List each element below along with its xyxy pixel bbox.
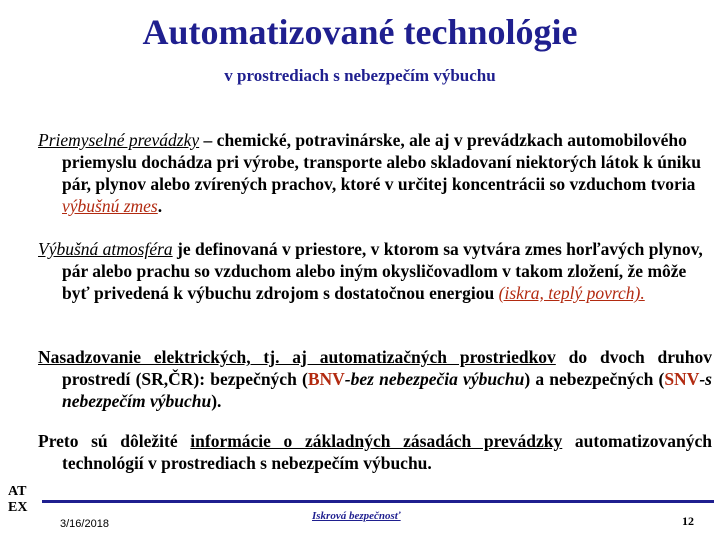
paragraph-text: do dvoch druhov prostredí (SR,ČR): bezpečných (	[62, 347, 712, 389]
paragraph-industrial-operations	[38, 129, 712, 217]
paragraph-deployment	[38, 346, 712, 412]
paragraph-explosive-atmosphere	[38, 238, 712, 304]
logo-line-1: AT	[8, 484, 27, 499]
atex-logo	[8, 484, 27, 516]
page-number: 12	[682, 514, 694, 528]
paragraph-text: ) a nebezpečných (	[524, 369, 665, 389]
paragraph-end: .	[157, 196, 163, 216]
footer-title: Iskrová bezpečnosť	[312, 510, 401, 522]
footer-date: 3/16/2018	[60, 518, 109, 530]
slide-title: Automatizované technológie	[142, 12, 578, 52]
abbr-bnv: BNV	[307, 369, 345, 389]
logo-line-2: EX	[8, 500, 28, 515]
paragraph-text: – chemické, potravinárske, ale aj v prevádzkach automobilového priemyslu dochádza pri výrobe, transporte alebo skladovaní niektorých látok k úniku pár, plynov alebo zvírených prachov, ktoré v určitej koncentrácii so vzduchom tvoria	[62, 130, 701, 194]
link-operation-principles[interactable]: informácie o základných zásadách prevádzky	[190, 431, 563, 451]
paragraph-text: Preto sú dôležité	[38, 431, 191, 451]
bnv-description: -bez nebezpečia výbuchu	[344, 369, 525, 389]
slide-subtitle: v prostrediach s nebezpečím výbuchu	[224, 66, 496, 85]
snv-description: -s nebezpečím výbuchu	[62, 369, 712, 411]
footer-divider	[42, 500, 714, 503]
term-industrial-operations: Priemyselné prevádzky	[38, 130, 200, 150]
paragraph-text: ).	[211, 391, 222, 411]
term-explosive-atmosphere: Výbušná atmosféra	[38, 239, 173, 259]
highlight-explosive-mixture: výbušnú zmes	[62, 196, 158, 216]
paragraph-text: automatizovaných technológií v prostrediach s nebezpečím výbuchu.	[62, 431, 712, 473]
paragraph-conclusion	[38, 430, 712, 474]
term-deployment: Nasadzovanie elektrických, tj. aj automatizačných prostriedkov	[38, 347, 556, 367]
abbr-snv: SNV	[664, 369, 700, 389]
paragraph-text: je definovaná v priestore, v ktorom sa vytvára zmes horľavých plynov, pár alebo prachu so vzduchom alebo iným okysličovadlom v takom zložení, že môže byť privedená k výbuchu zdrojom s dostatočnou energiou	[62, 239, 703, 303]
highlight-ignition-sources: (iskra, teplý povrch).	[498, 283, 645, 303]
